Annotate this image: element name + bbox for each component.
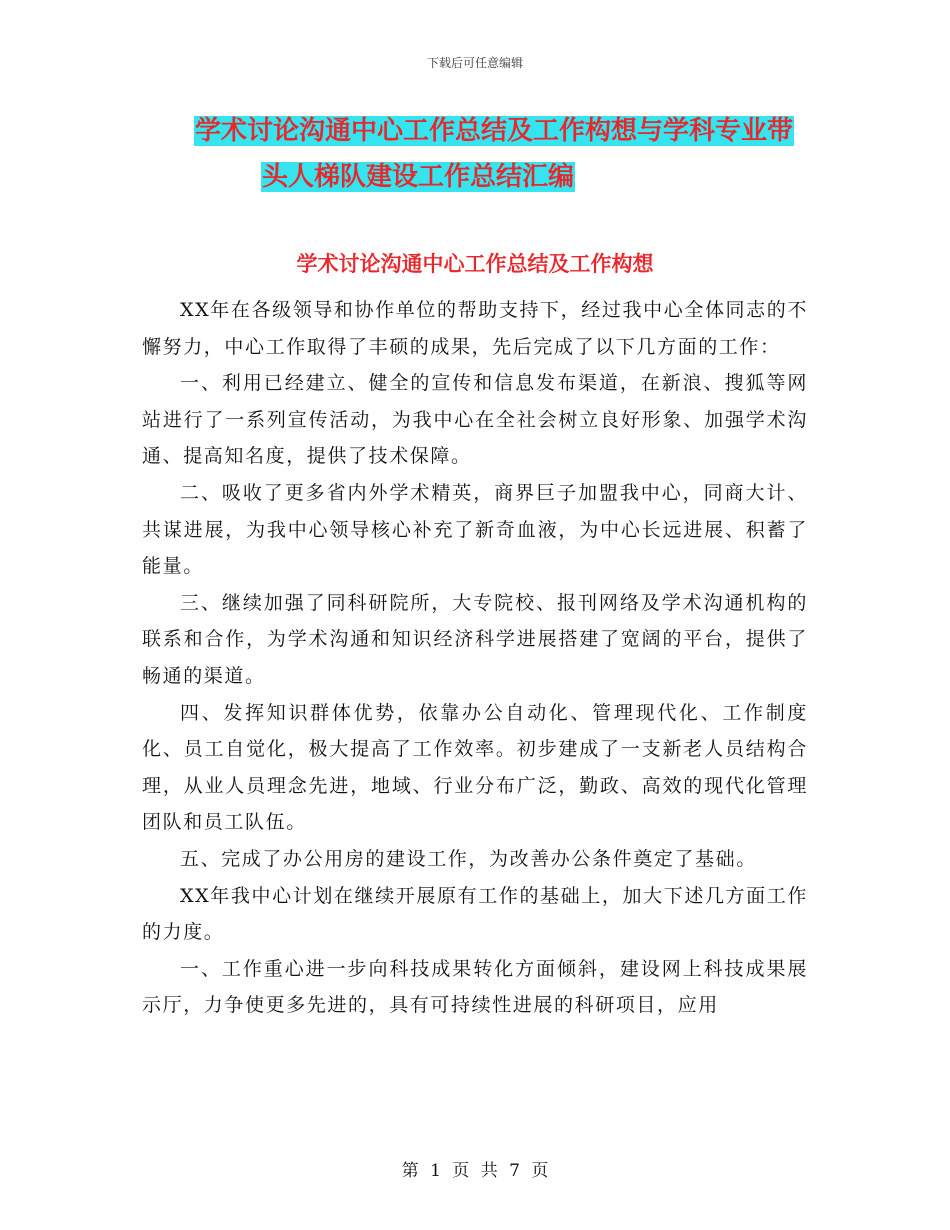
title-line-1: 学术讨论沟通中心工作总结及工作构想与学科专业带 [195,116,794,146]
paragraph: XX年在各级领导和协作单位的帮助支持下，经过我中心全体同志的不懈努力，中心工作取得了丰硕的成果，先后完成了以下几方面的工作： [142,299,808,358]
document-title [140,112,820,204]
paragraph: 三、继续加强了同科研院所，大专院校、报刊网络及学术沟通机构的联系和合作，为学术沟通和知识经济科学进展搭建了宽阔的平台，提供了畅通的渠道。 [142,591,808,687]
document-body [142,292,808,1024]
paragraph: 一、利用已经建立、健全的宣传和信息发布渠道，在新浪、搜狐等网站进行了一系列宣传活动，为我中心在全社会树立良好形象、加强学术沟通、提高知名度，提供了技术保障。 [142,372,808,468]
page-number: 第 1 页 共 7 页 [401,1161,549,1181]
paragraph: 二、吸收了更多省内外学术精英，商界巨子加盟我中心，同商大计、共谋进展，为我中心领导核心补充了新奇血液，为中心长远进展、积蓄了能量。 [142,481,808,578]
paragraph: XX年我中心计划在继续开展原有工作的基础上，加大下述几方面工作的力度。 [142,884,808,944]
header-note: 下载后可任意编辑 [426,56,523,70]
title-line-2: 头人梯队建设工作总结汇编 [262,162,575,192]
paragraph: 一、工作重心进一步向科技成果转化方面倾斜，建设网上科技成果展示厅，力争使更多先进的，具有可持续性进展的科研项目，应用 [142,957,808,1017]
paragraph: 五、完成了办公用房的建设工作，为改善办公条件奠定了基础。 [180,847,757,870]
section-title: 学术讨论沟通中心工作总结及工作构想 [296,252,654,276]
paragraph: 四、发挥知识群体优势，依靠办公自动化、管理现代化、工作制度化、员工自觉化，极大提高了工作效率。初步建成了一支新老人员结构合理，从业人员理念先进，地域、行业分布广泛，勤政、高效的现代化管理团队和员工队伍。 [142,701,808,834]
